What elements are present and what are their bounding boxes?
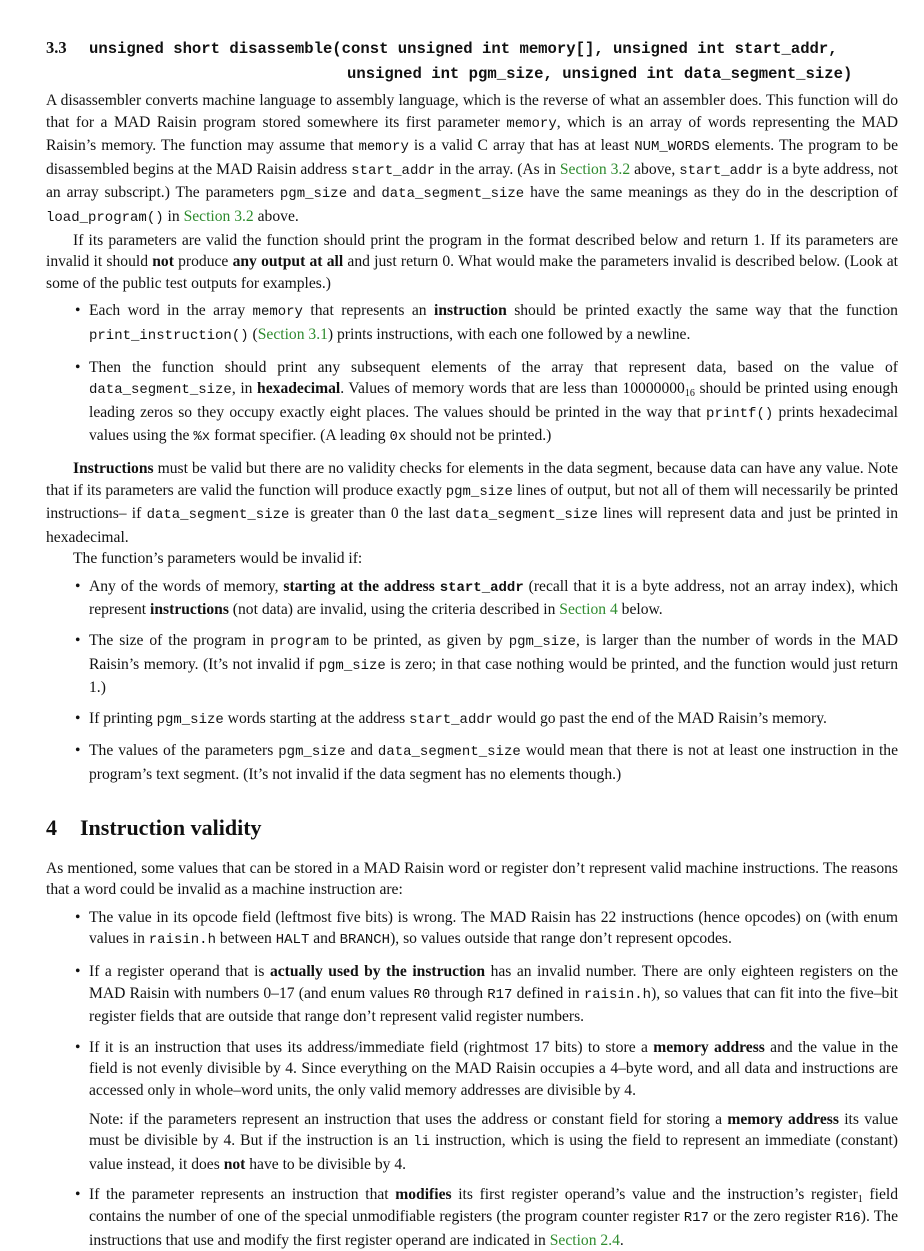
paragraph-instructions-valid: Instructions must be valid but there are no validity checks for elements in the data segment, because data can have any value. Note that if its parameters are valid the function will produce exactly pgm_size lines of output, but not all of them will necessarily be printed instructions– if data_segment_size is greater than 0 the last data_segment_size lines will represent data and just be printed in hexadecimal.: [46, 459, 898, 546]
section-3-3-heading: [46, 36, 898, 86]
invalid-conditions-list: [46, 576, 898, 786]
section-4-heading: 4 Instruction validity: [46, 814, 262, 840]
section-4-link[interactable]: Section 4: [559, 601, 618, 619]
function-signature-line-1: unsigned short disassemble(const unsigned int memory[], unsigned int start_addr,: [89, 40, 838, 58]
list-item: • Then the function should print any subsequent elements of the array that represent data, based on the value of data_segment_size, in hexadecimal. Values of memory words that are less than $10000000_{16}$ should be printed using enough leading zeros so they occupy exactly eight places. The values should be printed in the way that printf() prints hexadecimal values using the %x format specifier. (A leading 0x should not be printed.): [46, 357, 898, 449]
validity-reasons-list: [46, 907, 898, 1251]
list-item: • If printing pgm_size words starting at the address start_addr would go past the end of the MAD Raisin’s memory.: [46, 708, 898, 732]
paragraph-validity-intro: As mentioned, some values that can be stored in a MAD Raisin word or register don’t represent valid machine instructions. The reasons that a word could be invalid as a machine instruction are:: [46, 859, 898, 899]
output-rules-list: [46, 300, 898, 449]
list-item: • If the parameter represents an instruction that modifies its first register operand’s value and the instruction’s register$_1$ field contains the number of one of the special unmodifiable registers (the program counter register R17 or the zero register R16). The instructions that use and modify the first register operand are indicated in Section 2.4.: [46, 1184, 898, 1251]
document-page: [46, 0, 898, 1251]
list-item: • If a register operand that is actually used by the instruction has an invalid number. There are only eighteen registers on the MAD Raisin with numbers 0–17 (and enum values R0 through R17 defined in raisin.h), so values that can fit into the five–bit register fields that are outside that range don’t represent valid register numbers.: [46, 961, 898, 1028]
section-3-2-link[interactable]: Section 3.2: [559, 160, 631, 178]
list-item: • Any of the words of memory, starting at the address start_addr (recall that it is a byte address, not an array index), which represent instructions (not data) are invalid, using the criteria described in Section 4 below.: [46, 576, 898, 621]
section-3-2-link[interactable]: Section 3.2: [183, 207, 254, 225]
paragraph-invalid-if: The function’s parameters would be invalid if:: [73, 550, 363, 568]
note-paragraph: Note: if the parameters represent an instruction that uses the address or constant field for storing a memory address its value must be divisible by 4. But if the instruction is an li instruction, which is using the field to represent an immediate (constant) value instead, it does not have to be divisible by 4.: [89, 1110, 898, 1173]
paragraph-valid-invalid: If its parameters are valid the function should print the program in the format described below and return 1. If its parameters are invalid it should not produce any output at all and just return 0. What would make the parameters invalid is described below. (Look at some of the public test outputs for examples.): [46, 231, 898, 292]
list-item: • Each word in the array memory that represents an instruction should be printed exactly the same way that the function print_instruction() (Section 3.1) prints instructions, with each one followed by a newline.: [46, 300, 898, 347]
section-number: 3.3: [46, 38, 67, 57]
function-signature-line-2: unsigned int pgm_size, unsigned int data_segment_size): [347, 65, 853, 83]
section-2-4-link[interactable]: Section 2.4: [549, 1231, 620, 1249]
list-item: • If it is an instruction that uses its address/immediate field (rightmost 17 bits) to store a memory address and the value in the field is not evenly divisible by 4. Since everything on the MAD Raisin occupies a 4–byte word, and all data and instructions are accessed only in whole–word units, the only valid memory addresses are divisible by 4. Note: if the parameters represent an instruction that uses the address or constant field for storing a memory address its value must be divisible by 4. But if the instruction is an li instruction, which is using the field to represent an immediate (constant) value instead, it does not have to be divisible by 4.: [46, 1037, 898, 1176]
section-3-1-link[interactable]: Section 3.1: [257, 325, 328, 343]
list-item: • The size of the program in program to be printed, as given by pgm_size, is larger than the number of words in the MAD Raisin’s memory. (It’s not invalid if pgm_size is zero; in that case nothing would be printed, and the function would just return 1.): [46, 630, 898, 699]
list-item: • The values of the parameters pgm_size and data_segment_size would mean that there is not at least one instruction in the program’s text segment. (It’s not invalid if the data segment has no elements though.): [46, 740, 898, 785]
paragraph-intro: A disassembler converts machine language to assembly language, which is the reverse of what an assembler does. This function will do that for a MAD Raisin program stored somewhere its first parameter memory, which is an array of words representing the MAD Raisin’s memory. The function may assume that memory is a valid C array that has at least NUM_WORDS elements. The program to be disassembled begins at the MAD Raisin address start_addr in the array. (As in Section 3.2 above, start_addr is a byte address, not an array subscript.) The parameters pgm_size and data_segment_size have the same meanings as they do in the description of load_program() in Section 3.2 above.: [46, 92, 899, 226]
list-item: • The value in its opcode field (leftmost five bits) is wrong. The MAD Raisin has 22 instructions (hence opcodes) on (with enum values in raisin.h between HALT and BRANCH), so values outside that range don’t represent opcodes.: [46, 907, 898, 952]
